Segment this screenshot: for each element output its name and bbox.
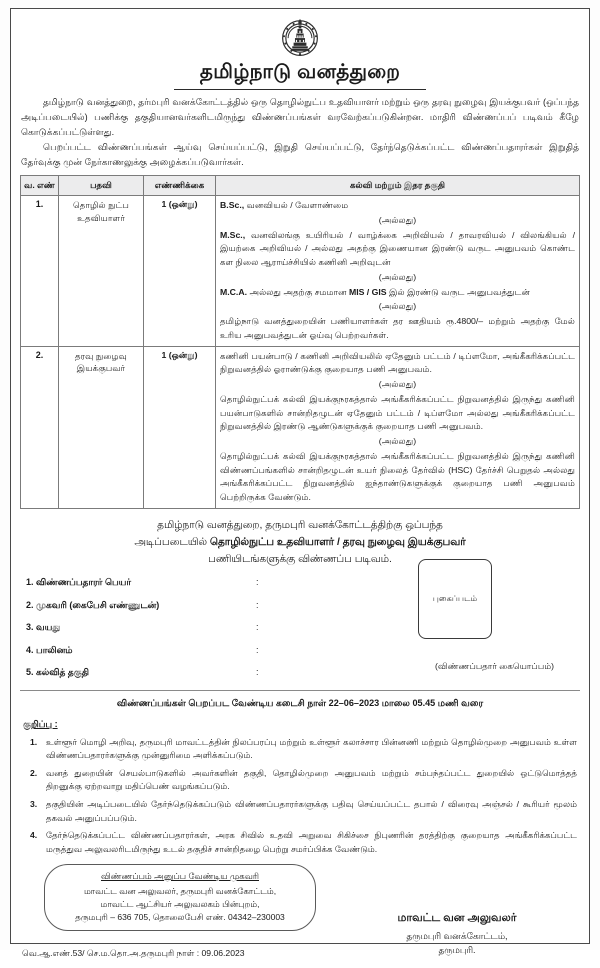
or-label: (அல்லது) xyxy=(378,214,417,225)
note-item xyxy=(20,829,580,856)
address-line-3: தருமபுரி – 636 705, தொலைபேசி எண். 04342–230003 xyxy=(75,911,285,922)
applicant-signature-note: (விண்ணப்பதார் கையொப்பம்) xyxy=(434,661,554,672)
system-name: MIS / GIS xyxy=(348,286,387,297)
vacancy-table xyxy=(20,175,580,509)
table-header-row xyxy=(21,175,580,195)
qual-render-2: M.C.A. அல்லது அதற்கு சமமான MIS / GIS இல் இரண்டு வருட அனுபவத்துடன் xyxy=(220,286,530,297)
form-heading-posts: தொழில்நுட்ப உதவியாளர் / தரவு நுழைவு இயக்குபவர் xyxy=(209,536,466,548)
note-item xyxy=(20,767,580,794)
row-sl: 2. xyxy=(21,346,59,508)
note-text: வனத் துறையின் செயல்பாடுகளில் அவர்களின் தகுதி, தொழில்முறை அனுபவம் மற்றும் சம்பந்தப்பட்ட துறையில் ஒட்டுமொத்தத் திறனுக்கு ஏற்றவாறு மதிப்பெண் வழங்கப்படும். xyxy=(46,767,577,792)
or-label: (அல்லது) xyxy=(378,301,417,312)
intro-section xyxy=(21,95,579,170)
notes-heading: குறிப்பு : xyxy=(23,718,58,729)
qual-block xyxy=(220,199,575,213)
field-colon: : xyxy=(256,644,259,655)
field-label: 3. வயது xyxy=(26,622,61,633)
form-field-applicant-name xyxy=(20,577,580,589)
table-row xyxy=(21,346,580,508)
row-qualification xyxy=(216,346,580,508)
col-header-sl: வ. எண் xyxy=(21,175,59,195)
col-header-qualification: கல்வி மற்றும் இதர தகுதி xyxy=(216,175,580,195)
footer-section xyxy=(20,864,580,968)
address-line-2: மாவட்ட ஆட்சியர் அலுவலகம் பின்புறம், xyxy=(100,898,260,909)
qual-block xyxy=(220,286,575,300)
address-heading: விண்ணப்பம் அனுப்ப வேண்டிய முகவரி xyxy=(100,871,259,882)
field-colon: : xyxy=(256,599,259,610)
table-row xyxy=(21,196,580,347)
field-label: 2. முகவரி (கைபேசி எண்ணுடன்) xyxy=(26,599,160,610)
section-divider xyxy=(20,690,580,691)
or-label: (அல்லது) xyxy=(378,271,417,282)
col-header-post: பதவி xyxy=(59,175,144,195)
note-text: தேர்ந்தெடுக்கப்பட்ட விண்ணப்பதாரர்கள், அரக சிவில் உதவி அறுவை சிகிச்சை நிபுணரின் தரத்திற்கு குறையாத அங்கீகரிக்கப்பட்ட மருத்துவ அலுவலரிடமிருந்து உடல் தகுதிச் சான்றிதழை பெற்று சமர்ப்பிக்க வேண்டும். xyxy=(46,830,577,854)
row-post: தரவு நுழைவு இயக்குபவர் xyxy=(59,346,144,508)
field-label: 1. விண்ணப்பதாரர் பெயர் xyxy=(26,577,132,588)
degree-name: M.Sc., xyxy=(220,229,246,240)
tamil-nadu-state-emblem-icon xyxy=(277,18,323,60)
form-heading-prefix: அடிப்படையில் xyxy=(134,536,210,548)
authority-title: மாவட்ட வன அலுவலர் xyxy=(397,912,517,925)
row-sl: 1. xyxy=(21,196,59,347)
document-frame xyxy=(10,8,590,959)
field-label: 5. கல்வித் தகுதி xyxy=(26,667,90,678)
authority-signature-block xyxy=(372,910,542,957)
form-heading-line-1: தமிழ்நாடு வனத்துறை, தருமபுரி வனக்கோட்டத்திற்கு ஒப்பந்த xyxy=(157,519,443,531)
emblem-container xyxy=(20,18,580,60)
qual-block: கணினி பயன்பாடு / கணினி அறிவியலில் ஏதேனும் பட்டம் / டிப்ளமோ, அங்கீகரிக்கப்பட்ட நிறுவனத்தில் ஓராண்டுக்கு குறையாத பணி அனுபவம். xyxy=(220,350,575,375)
or-label: (அல்லது) xyxy=(378,379,417,390)
row-qualification xyxy=(216,196,580,347)
note-item xyxy=(20,798,580,825)
photo-placeholder-box[interactable] xyxy=(418,559,492,639)
intro-paragraph-2: பெறப்பட்ட விண்ணப்பங்கள் ஆய்வு செய்யப்பட்டு, இறுதி செய்யப்பட்டு, தேர்ந்தெடுக்கப்பட்ட விண்ணப்பதாரர்கள் இறுதித் தேர்வுக்கு முன் நேர்காணலுக்கு அழைக்கப்படுவார்கள். xyxy=(21,142,579,168)
row-post: தொழில் நுட்ப உதவியாளர் xyxy=(59,196,144,347)
note-item xyxy=(20,736,580,763)
department-title: தமிழ்நாடு வனத்துறை xyxy=(199,61,401,83)
col-header-count: எண்ணிக்கை xyxy=(144,175,216,195)
deadline-text: விண்ணப்பங்கள் பெறப்பட வேண்டிய கடைசி நாள் 22–06–2023 மாலை 05.45 மணி வரை xyxy=(116,697,484,708)
field-colon: : xyxy=(256,577,259,588)
title-underline xyxy=(174,89,426,90)
row-count: 1 (ஒன்று) xyxy=(144,196,216,347)
qual-render-3: தமிழ்நாடு வனத்துறையின் பணியாளர்கள் தர ஊதியம் ரூ.4800/– மற்றும் அதற்கு மேல் உரிய அனுபவத்துடன் ஓய்வு பெற்றவர்கள். xyxy=(220,316,575,340)
note-number: 2. xyxy=(30,767,38,778)
authority-line-1: தருமபுரி வனக்கோட்டம், xyxy=(406,930,508,941)
field-colon: : xyxy=(256,622,259,633)
submission-address-box xyxy=(44,864,316,931)
authority-line-2: தருமபுரி. xyxy=(438,944,476,955)
photo-placeholder-label: புகைப்படம் xyxy=(432,593,478,603)
field-label: 4. பாலினம் xyxy=(26,644,73,655)
form-field-age xyxy=(20,622,580,634)
note-text: தகுதியின் அடிப்படையில் தேர்ந்தெடுக்கப்படும் விண்ணப்பதாரர்களுக்கு பதிவு செய்யப்பட்ட தபால் / விரைவு அஞ்சல் / கூரியர் மூலம் தகவல் அனுப்பப்படும். xyxy=(46,799,577,823)
address-line-1: மாவட்ட வன அலுவலர், தருமபுரி வனக்கோட்டம், xyxy=(83,885,277,896)
row-count: 1 (ஒன்று) xyxy=(144,346,216,508)
qual-render-0: B.Sc., வனவியல் / வேளாண்மை xyxy=(220,200,349,211)
qual-block xyxy=(220,229,575,270)
form-field-address xyxy=(20,600,580,612)
form-heading-line-3: பணியிடங்களுக்கு விண்ணப்ப படிவம். xyxy=(208,553,392,565)
qual-block xyxy=(220,315,575,343)
intro-paragraph-1: தமிழ்நாடு வனத்துறை, தர்மபுரி வனக்கோட்டத்தில் ஒரு தொழில்நுட்ப உதவியாளர் மற்றும் ஒரு தரவு நுழைவு இயக்குபவர் (ஒப்பந்த அடிப்படையில்) பணிக்கு தகுதியானவர்களிடமிருந்து விண்ணப்பங்கள் வரவேற்கப்படுகின்றன. மாதிரி விண்ணப்பப் படிவம் கீழே கொடுக்கப்பட்டுள்ளது. xyxy=(21,97,579,137)
note-number: 3. xyxy=(30,799,38,810)
note-text: உள்ளூர் மொழி அறிவு, தருமபுரி மாவட்டத்தின் நிலப்பரப்பு மற்றும் உள்ளூர் கலாச்சார பின்னணி மற்றும் தொழில்முறை அனுபவம் உள்ள விண்ணப்பதாரர்களுக்கு முன்னுரிமை அளிக்கப்படும். xyxy=(46,736,577,761)
or-label: (அல்லது) xyxy=(378,436,417,447)
degree-name: B.Sc., xyxy=(220,200,245,211)
qual-block: தொழில்நுட்பக் கல்வி இயக்குநரகத்தால் அங்கீகரிக்கப்பட்ட நிறுவனத்தில் இருந்து கணினி பயன்பாடுகளில் சான்றிதழுடன் ஏதேனும் பட்டம் / டிப்ளமோ அல்லது அங்கீகரிக்கப்பட்ட நிறுவனத்தில் இரண்டு ஆண்டுகளுக்குக் குறையாத பணி அனுபவம். xyxy=(220,393,575,432)
note-number: 4. xyxy=(30,830,38,841)
field-colon: : xyxy=(256,667,259,678)
qual-render-1: M.Sc., வனவிலங்கு உயிரியல் / வாழ்க்கை அறிவியல் / தாவரவியல் / விலங்கியல் / இயற்கை அறிவியல் / அல்லது அதற்கு இணையான இரண்டு வருட அனுபவம் கொண்ட கள நிலை ஆராய்ச்சியில் கணினி அறிவுடன் xyxy=(220,229,575,268)
application-form-fields xyxy=(20,577,580,679)
reference-number: வெ.ஆ.எண்.53/ செ.ம.தொ.அ.தருமபுரி நாள் : 09.06.2023 xyxy=(22,948,245,959)
note-number: 1. xyxy=(30,736,38,747)
form-field-gender xyxy=(20,645,580,657)
qual-block: தொழில்நுட்பக் கல்வி இயக்குநரகத்தால் அங்கீகரிக்கப்பட்ட நிறுவனத்தில் இருந்து கணினி விண்ணப்பங்களில் சான்றிதழுடன் உயர் நிலைத் தேர்வில் (HSC) தேர்ச்சி பெறுதல் அல்லது அங்கீகரிக்கப்பட்ட நிறுவனத்தில் ஐந்தாண்டுகளுக்குக் குறையாத பணி அனுபவம் பெற்றிருக்க வேண்டும். xyxy=(220,450,575,503)
degree-name: M.C.A. xyxy=(220,286,248,297)
